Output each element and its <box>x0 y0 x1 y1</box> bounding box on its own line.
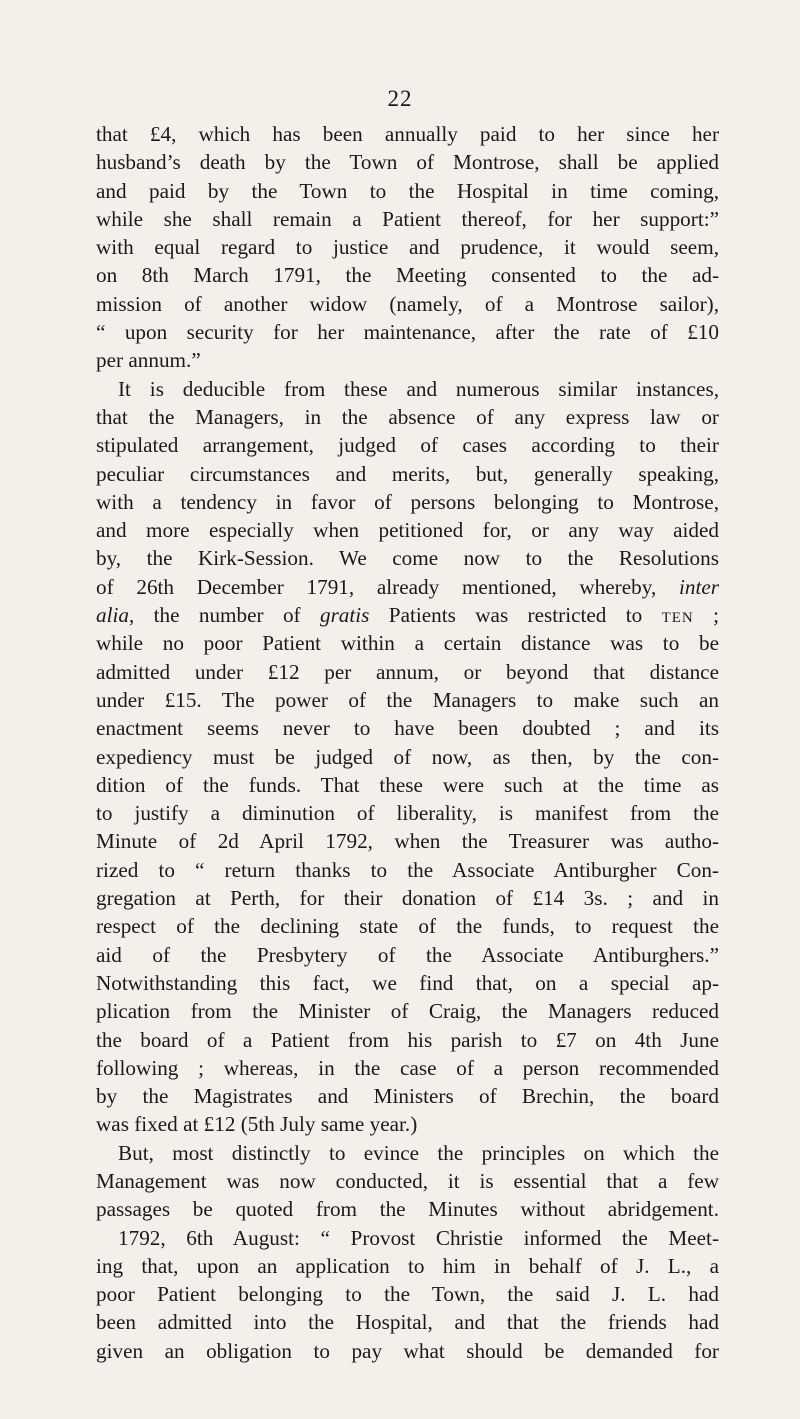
paragraph-start-line: 1792, 6th August: “ Provost Christie informed the Meet- <box>118 1225 719 1250</box>
italic-term-alia: alia <box>96 603 129 628</box>
text-line: by, the Kirk-Session. We come now to the Resolutions <box>96 546 719 571</box>
text-line: admitted under £12 per annum, or beyond that distance <box>96 659 719 684</box>
text-line: that £4, which has been annually paid to her since her <box>96 122 719 146</box>
text-line: “ upon security for her maintenance, after the rate of £10 <box>96 320 719 345</box>
page-number: 22 <box>387 86 413 111</box>
text-line: rized to “ return thanks to the Associate Antiburgher Con- <box>96 857 719 882</box>
text-line <box>96 573 719 601</box>
text-line: passages be quoted from the Minutes without abridgement. <box>96 1197 719 1222</box>
text-line: plication from the Minister of Craig, the Managers reduced <box>96 999 719 1024</box>
italic-term-gratis: gratis <box>319 603 370 628</box>
body-text <box>96 120 719 1365</box>
text-line: Notwithstanding this fact, we find that, on a special ap- <box>96 970 719 995</box>
text-line: peculiar circumstances and merits, but, generally speaking, <box>96 461 719 486</box>
text-line: while no poor Patient within a certain distance was to be <box>96 631 719 656</box>
text-line: and more especially when petitioned for, or any way aided <box>96 518 719 543</box>
text-line: expediency must be judged of now, as then, by the con- <box>96 744 719 769</box>
text-line: with a tendency in favor of persons belonging to Montrose, <box>96 489 719 514</box>
text-line: mission of another widow (namely, of a Montrose sailor), <box>96 291 719 316</box>
text-line: gregation at Perth, for their donation of £14 3s. ; and in <box>96 886 719 911</box>
text-line: respect of the declining state of the funds, to request the <box>96 914 719 939</box>
text-line: following ; whereas, in the case of a person recommended <box>96 1055 719 1080</box>
italic-term-inter: inter <box>678 574 719 599</box>
text-line: per annum.” <box>96 348 201 373</box>
text-line: given an obligation to pay what should be demanded for <box>96 1338 719 1363</box>
text-line: been admitted into the Hospital, and that the friends had <box>96 1310 719 1335</box>
text-run: of 26th December 1791, already mentioned, whereby, <box>96 574 679 599</box>
paragraph-start-line: It is deducible from these and numerous similar instances, <box>118 376 719 401</box>
text-line: on 8th March 1791, the Meeting consented to the ad- <box>96 263 719 288</box>
text-run: ; <box>693 603 719 628</box>
small-caps-ten: TEN <box>661 610 694 627</box>
text-line: dition of the funds. That these were such at the time as <box>96 772 719 797</box>
text-line: with equal regard to justice and prudence, it would seem, <box>96 235 719 260</box>
text-line: to justify a diminution of liberality, is manifest from the <box>96 801 719 826</box>
text-line: enactment seems never to have been doubted ; and its <box>96 716 719 741</box>
text-line: the board of a Patient from his parish to £7 on 4th June <box>96 1027 719 1052</box>
text-line: aid of the Presbytery of the Associate Antiburghers.” <box>96 942 719 967</box>
text-line <box>96 601 719 629</box>
text-line: and paid by the Town to the Hospital in time coming, <box>96 178 719 203</box>
text-line: Management was now conducted, it is essential that a few <box>96 1168 719 1193</box>
text-line: that the Managers, in the absence of any express law or <box>96 404 719 429</box>
text-run: , the number of <box>128 603 320 628</box>
text-line: stipulated arrangement, judged of cases according to their <box>96 433 719 458</box>
text-line: was fixed at £12 (5th July same year.) <box>96 1112 418 1137</box>
text-line: under £15. The power of the Managers to make such an <box>96 687 719 712</box>
text-line: by the Magistrates and Ministers of Brechin, the board <box>96 1084 719 1109</box>
text-line: poor Patient belonging to the Town, the said J. L. had <box>96 1282 719 1307</box>
text-line: husband’s death by the Town of Montrose, shall be applied <box>96 150 719 175</box>
text-line: Minute of 2d April 1792, when the Treasurer was autho- <box>96 829 719 854</box>
text-line: while she shall remain a Patient thereof, for her support:” <box>96 206 719 231</box>
paragraph-start-line: But, most distinctly to evince the principles on which the <box>118 1140 719 1165</box>
text-line: ing that, upon an application to him in behalf of J. L., a <box>96 1253 719 1278</box>
text-run: Patients was restricted to <box>369 603 662 628</box>
